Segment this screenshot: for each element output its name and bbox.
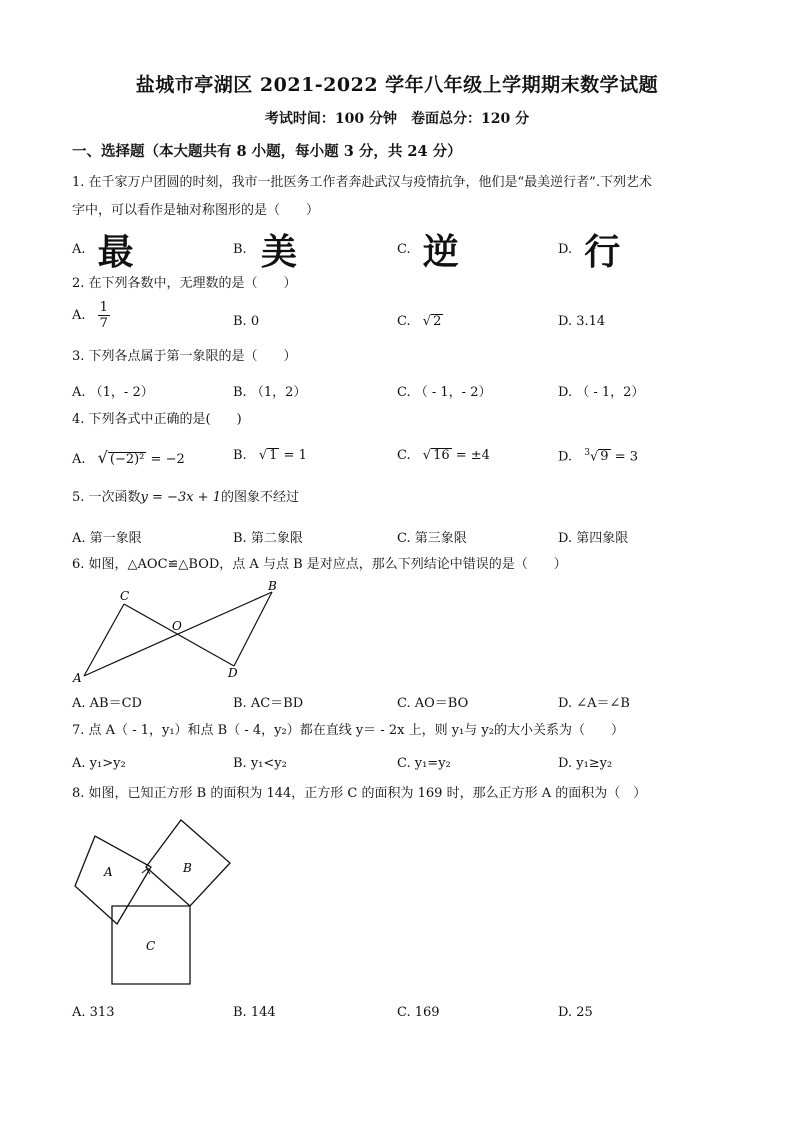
question-6: 6. 如图，△AOC≌△BOD，点 A 与点 B 是对应点，那么下列结论中错误的是（ ） xyxy=(72,557,567,572)
q7-option-c: C. y₁=y₂ xyxy=(397,756,451,771)
q8-option-c: C. 169 xyxy=(397,1005,440,1020)
q6-option-c: C. AO＝BO xyxy=(397,696,469,711)
radical-sign: √ xyxy=(97,448,108,467)
q1-option-b-label: B. xyxy=(233,242,247,257)
q6-option-a: A. AB＝CD xyxy=(72,696,142,711)
q7-option-d: D. y₁≥y₂ xyxy=(558,756,613,771)
q2-option-b: B. 0 xyxy=(233,314,260,329)
q1-option-c-char: 逆 xyxy=(422,232,459,273)
q8-option-b: B. 144 xyxy=(233,1005,276,1020)
fraction-numerator: 1 xyxy=(99,300,108,315)
radicand: 9 xyxy=(600,449,609,465)
root-index: 3 xyxy=(584,448,590,458)
q2-option-d: D. 3.14 xyxy=(558,314,606,329)
fraction-denominator: 7 xyxy=(99,316,108,331)
q1-option-a-char: 最 xyxy=(97,232,134,273)
question-8: 8. 如图，已知正方形 B 的面积为 144，正方形 C 的面积为 169 时，那么正方形 A 的面积为（ ） xyxy=(72,786,647,801)
q7-option-a: A. y₁>y₂ xyxy=(72,756,126,771)
q5-stem-post: 的图象不经过 xyxy=(220,490,299,505)
q1-option-a-label: A. xyxy=(72,242,86,257)
segment-bd xyxy=(234,592,272,666)
q1-option-b xyxy=(233,224,297,275)
q2-option-c xyxy=(397,314,443,329)
q8-option-d: D. 25 xyxy=(558,1005,593,1020)
point-label-b: B xyxy=(268,579,277,593)
radical-sign: √ xyxy=(422,314,432,329)
q4-option-b xyxy=(233,448,307,463)
section-heading: 一、选择题（本大题共有 8 小题，每小题 3 分，共 24 分） xyxy=(72,143,462,160)
exam-subtitle: 考试时间：100 分钟 卷面总分：120 分 xyxy=(264,111,530,127)
q2-option-c-label: C. xyxy=(397,314,411,329)
q4-option-c-label: C. xyxy=(397,448,411,463)
fraction xyxy=(98,300,110,331)
q4-option-d xyxy=(558,448,638,464)
q5-equation: y = −3x + 1 xyxy=(140,490,221,505)
q3-option-c: C. （ - 1，- 2） xyxy=(397,385,492,400)
q1-option-d-label: D. xyxy=(558,242,573,257)
q3-option-b: B. （1，2） xyxy=(233,385,307,400)
q2-option-a xyxy=(72,300,110,331)
question-1-line1: 1. 在千家万户团圆的时刻，我市一批医务工作者奔赴武汉与疫情抗争，他们是“最美逆行者”.下列艺术 xyxy=(72,175,652,190)
q4-option-c xyxy=(397,448,490,463)
question-4: 4. 下列各式中正确的是( ) xyxy=(72,412,242,427)
question-5 xyxy=(72,485,722,511)
q1-option-b-char: 美 xyxy=(260,232,297,273)
radical-sign: √ xyxy=(422,448,432,463)
q4-option-b-rhs: = 1 xyxy=(283,448,307,463)
square-label-c: C xyxy=(146,939,156,953)
square-label-a: A xyxy=(104,865,113,879)
radicand: (−2)² xyxy=(109,452,145,467)
q4-option-c-rhs: = ±4 xyxy=(455,448,490,463)
q1-option-c xyxy=(397,224,459,275)
radicand: 16 xyxy=(433,448,450,463)
question-2: 2. 在下列各数中，无理数的是（ ） xyxy=(72,276,297,291)
exam-title: 盐城市亭湖区 2021-2022 学年八年级上学期期末数学试题 xyxy=(135,74,659,96)
q4-option-a-rhs: = −2 xyxy=(150,452,185,467)
segment-ac xyxy=(84,604,124,676)
q8-figure xyxy=(70,818,240,990)
q5-option-d: D. 第四象限 xyxy=(558,531,629,546)
square-label-b: B xyxy=(183,861,192,875)
q1-option-c-label: C. xyxy=(397,242,411,257)
q2-option-a-label: A. xyxy=(72,308,86,323)
q4-option-b-label: B. xyxy=(233,448,247,463)
q6-option-b: B. AC＝BD xyxy=(233,696,304,711)
radical-sign: √ xyxy=(589,449,599,465)
q4-option-a xyxy=(72,448,185,467)
point-label-a: A xyxy=(73,671,82,685)
q8-option-a: A. 313 xyxy=(72,1005,115,1020)
q5-option-c: C. 第三象限 xyxy=(397,531,467,546)
point-label-o: O xyxy=(172,619,182,633)
q4-option-d-rhs: = 3 xyxy=(614,449,638,465)
q1-option-a xyxy=(72,224,134,275)
q4-option-a-label: A. xyxy=(72,452,86,467)
q1-option-d xyxy=(558,224,620,275)
question-3: 3. 下列各点属于第一象限的是（ ） xyxy=(72,349,297,364)
q1-option-d-char: 行 xyxy=(584,232,621,273)
point-label-d: D xyxy=(228,666,238,680)
square-a xyxy=(75,836,151,924)
q5-stem-pre: 5. 一次函数 xyxy=(72,490,141,505)
radicand: 1 xyxy=(269,448,278,463)
q4-option-d-label: D. xyxy=(558,449,573,465)
q5-option-a: A. 第一象限 xyxy=(72,531,142,546)
question-1-line2: 字中，可以看作是轴对称图形的是（ ） xyxy=(72,203,320,218)
q5-option-b: B. 第二象限 xyxy=(233,531,303,546)
question-7: 7. 点 A（ - 1，y₁）和点 B（ - 4，y₂）都在直线 y＝ - 2x 上，则 y₁与 y₂的大小关系为（ ） xyxy=(72,723,624,738)
q3-option-a: A. （1，- 2） xyxy=(72,385,154,400)
point-label-c: C xyxy=(120,589,130,603)
segment-cd xyxy=(124,604,234,666)
radicand: 2 xyxy=(433,314,442,329)
q3-option-d: D. （ - 1，2） xyxy=(558,385,645,400)
q6-option-d: D. ∠A＝∠B xyxy=(558,696,630,711)
q7-option-b: B. y₁<y₂ xyxy=(233,756,287,771)
radical-sign: √ xyxy=(258,448,268,463)
q6-figure xyxy=(72,578,287,686)
